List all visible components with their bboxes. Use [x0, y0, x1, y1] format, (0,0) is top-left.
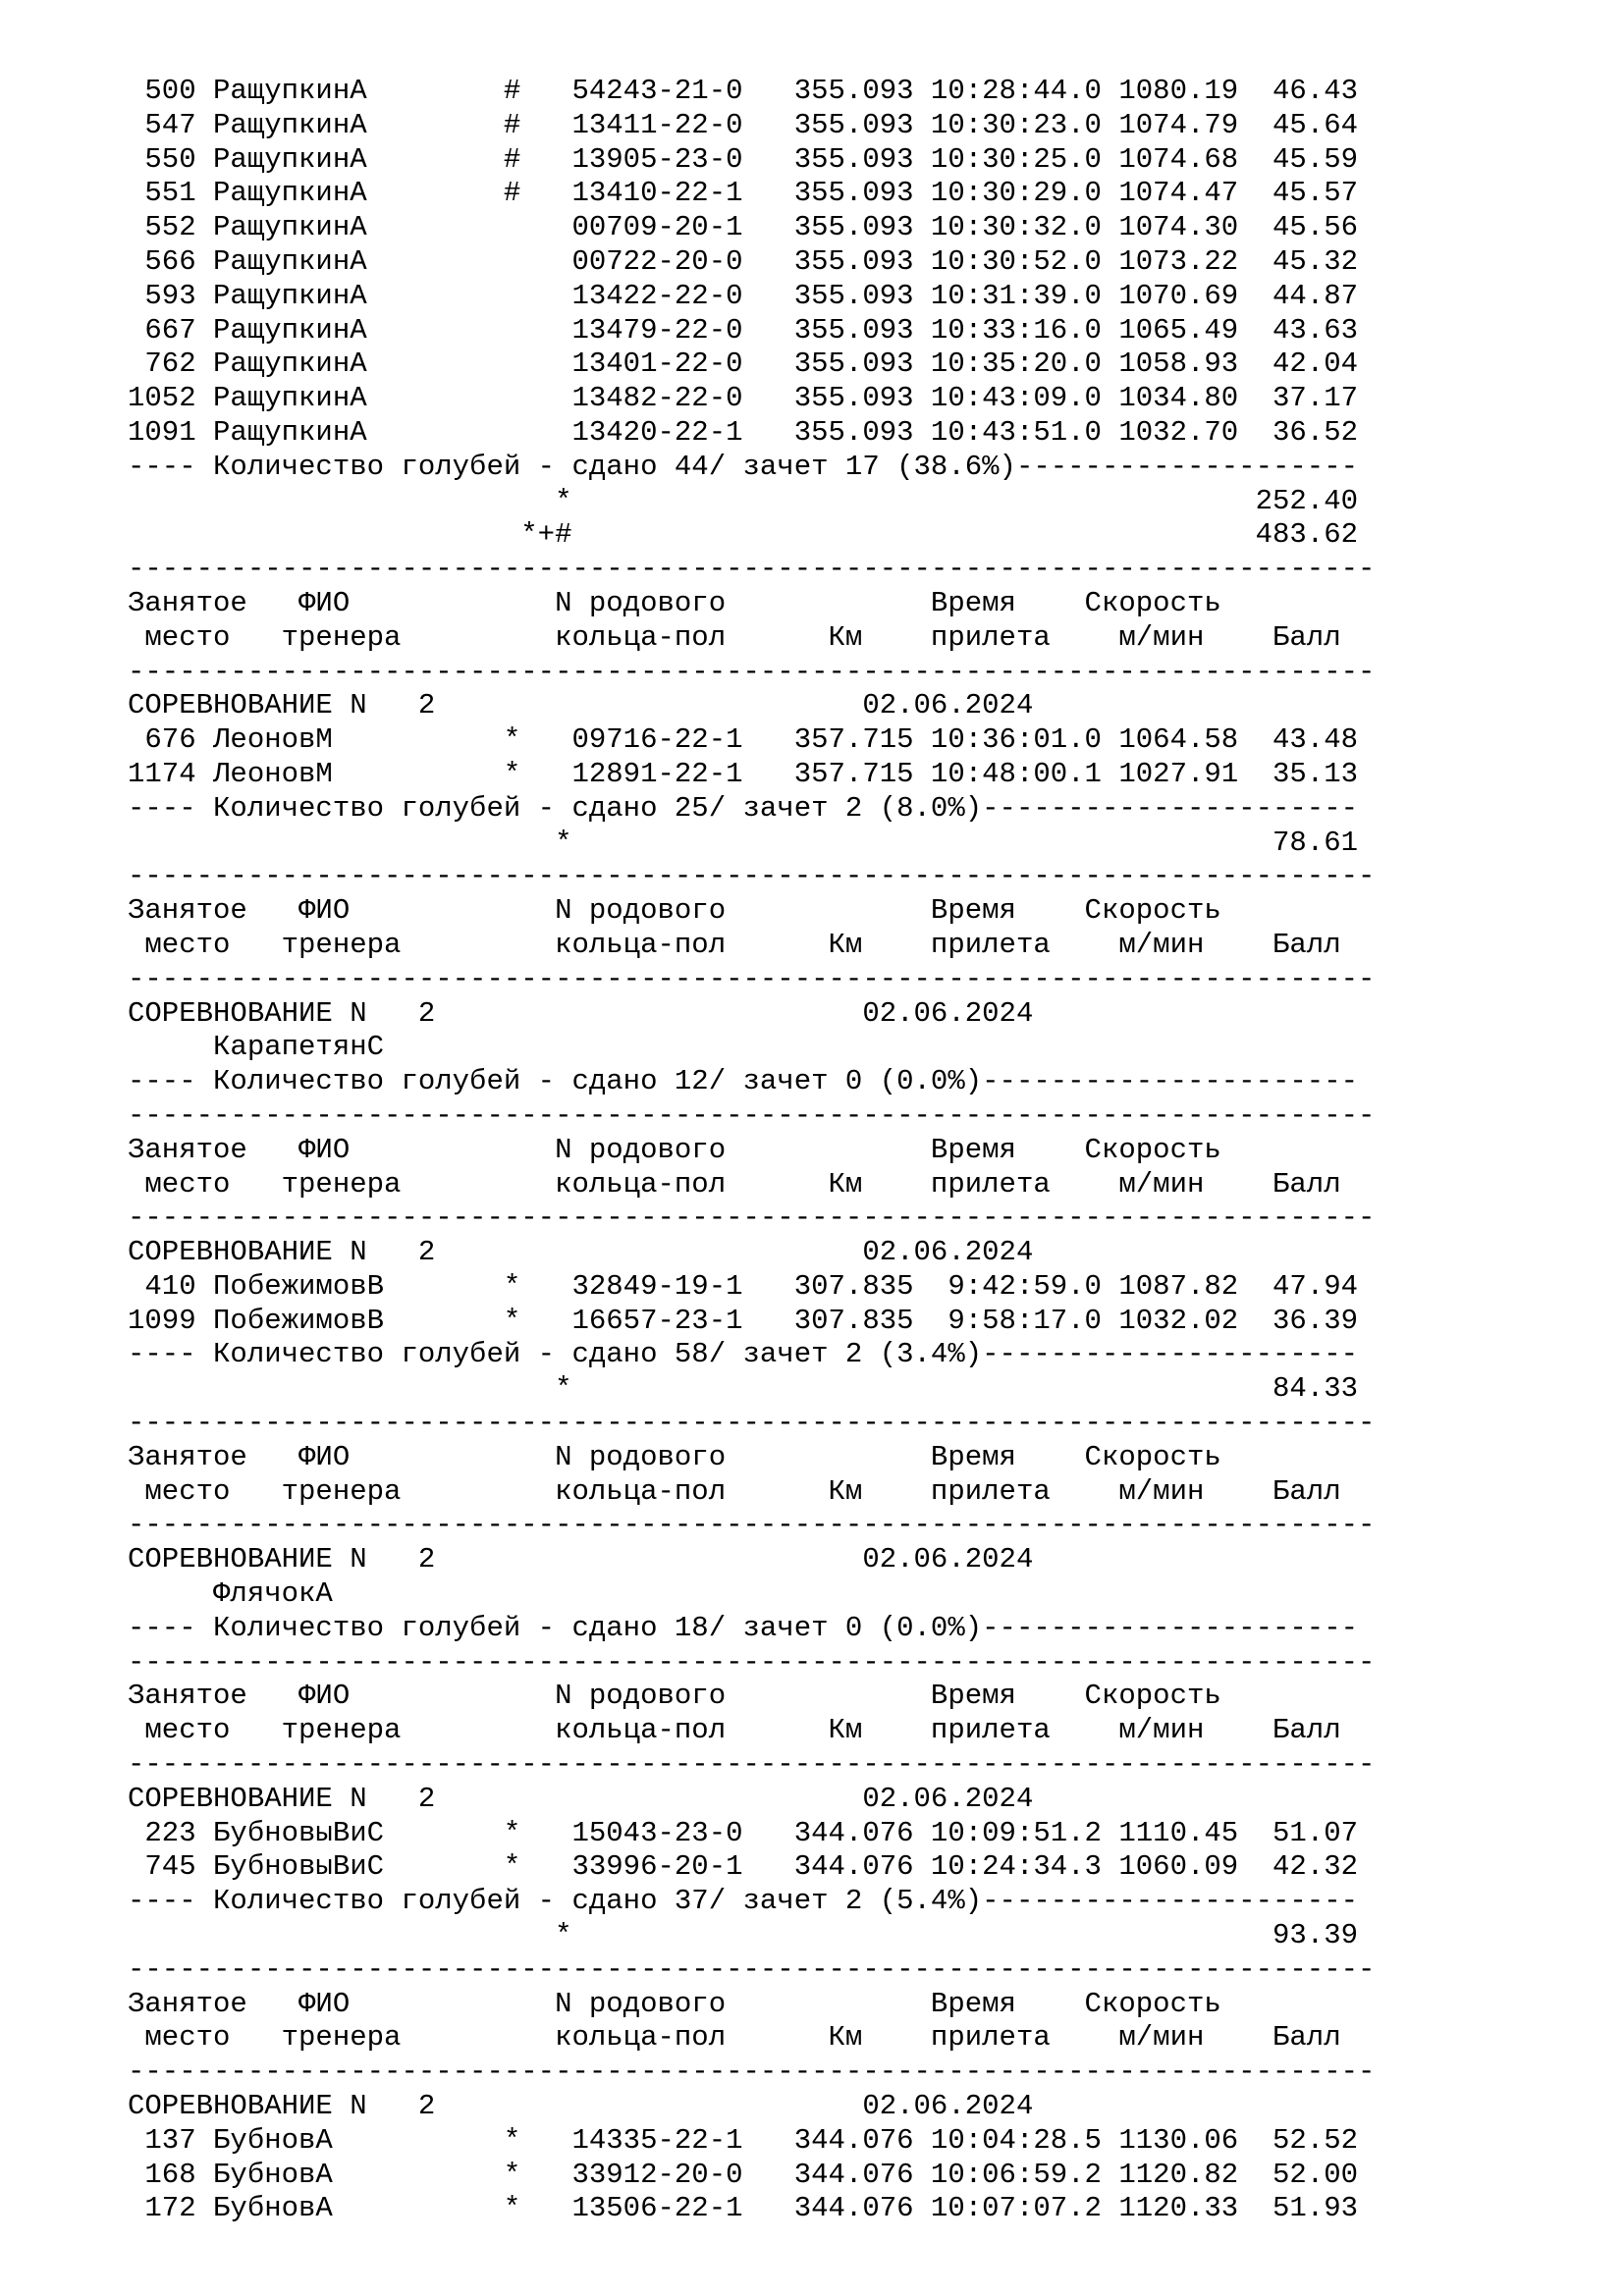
pigeon-count-summary: ---- Количество голубей - сдано 44/ зачет 17 (38.6%)-------------------- [128, 450, 1359, 483]
competition-heading: СОРЕВНОВАНИЕ N 2 02.06.2024 [128, 1543, 1034, 1576]
result-row: 223 БубновыВиС * 15043-23-0 344.076 10:09:51.2 1110.45 51.07 [128, 1816, 1359, 1849]
separator-line: ------------------------------------------------------------------------- [128, 1407, 1376, 1440]
competition-heading: СОРЕВНОВАНИЕ N 2 02.06.2024 [128, 689, 1034, 722]
column-header-row-2: место тренера кольца-пол Км прилета м/мин Балл [128, 1167, 1341, 1201]
separator-line: ------------------------------------------------------------------------- [128, 655, 1376, 688]
column-header-row-2: место тренера кольца-пол Км прилета м/мин Балл [128, 1714, 1341, 1747]
result-row: 1052 РащупкинА 13482-22-0 355.093 10:43:09.0 1034.80 37.17 [128, 382, 1359, 415]
separator-line: ------------------------------------------------------------------------- [128, 1952, 1376, 1986]
column-header-row-2: место тренера кольца-пол Км прилета м/мин Балл [128, 1474, 1341, 1508]
participant-name: КарапетянС [128, 1031, 385, 1064]
result-row: 500 РащупкинА # 54243-21-0 355.093 10:28:44.0 1080.19 46.43 [128, 75, 1359, 107]
column-header-row-1: Занятое ФИО N родового Время Скорость [128, 586, 1221, 619]
points-total: * 252.40 [128, 484, 1359, 517]
result-row: 551 РащупкинА # 13410-22-1 355.093 10:30:29.0 1074.47 45.57 [128, 177, 1359, 210]
column-header-row-1: Занятое ФИО N родового Время Скорость [128, 1440, 1221, 1473]
result-row: 137 БубновА * 14335-22-1 344.076 10:04:28.5 1130.06 52.52 [128, 2123, 1359, 2157]
column-header-row-1: Занятое ФИО N родового Время Скорость [128, 1133, 1221, 1166]
result-row: 552 РащупкинА 00709-20-1 355.093 10:30:32.0 1074.30 45.56 [128, 211, 1359, 244]
result-row: 676 ЛеоновМ * 09716-22-1 357.715 10:36:01.0 1064.58 43.48 [128, 723, 1359, 757]
result-row: 745 БубновыВиС * 33996-20-1 344.076 10:24:34.3 1060.09 42.32 [128, 1850, 1359, 1884]
column-header-row-1: Занятое ФИО N родового Время Скорость [128, 1680, 1221, 1713]
points-total: * 84.33 [128, 1372, 1359, 1406]
column-header-row-2: место тренера кольца-пол Км прилета м/мин Балл [128, 2021, 1341, 2055]
result-row: 547 РащупкинА # 13411-22-0 355.093 10:30:23.0 1074.79 45.64 [128, 108, 1359, 141]
result-row: 172 БубновА * 13506-22-1 344.076 10:07:07.2 1120.33 51.93 [128, 2192, 1359, 2225]
results-report [128, 75, 1375, 2226]
separator-line: ------------------------------------------------------------------------- [128, 553, 1376, 586]
competition-heading: СОРЕВНОВАНИЕ N 2 02.06.2024 [128, 996, 1034, 1030]
competition-heading: СОРЕВНОВАНИЕ N 2 02.06.2024 [128, 1236, 1034, 1269]
points-total: * 78.61 [128, 826, 1359, 859]
points-total: * 93.39 [128, 1919, 1359, 1952]
pigeon-count-summary: ---- Количество голубей - сдано 25/ зачет 2 (8.0%)---------------------- [128, 791, 1359, 825]
separator-line: ------------------------------------------------------------------------- [128, 1201, 1376, 1235]
separator-line: ------------------------------------------------------------------------- [128, 1748, 1376, 1782]
competition-heading: СОРЕВНОВАНИЕ N 2 02.06.2024 [128, 1782, 1034, 1815]
column-header-row-2: место тренера кольца-пол Км прилета м/мин Балл [128, 928, 1341, 961]
points-total: *+# 483.62 [128, 518, 1359, 552]
separator-line: ------------------------------------------------------------------------- [128, 962, 1376, 995]
separator-line: ------------------------------------------------------------------------- [128, 1509, 1376, 1542]
result-row: 410 ПобежимовВ * 32849-19-1 307.835 9:42:59.0 1087.82 47.94 [128, 1269, 1359, 1303]
separator-line: ------------------------------------------------------------------------- [128, 2056, 1376, 2089]
separator-line: ------------------------------------------------------------------------- [128, 1098, 1376, 1132]
separator-line: ------------------------------------------------------------------------- [128, 1645, 1376, 1679]
participant-name: ФлячокА [128, 1577, 333, 1611]
competition-heading: СОРЕВНОВАНИЕ N 2 02.06.2024 [128, 2090, 1034, 2123]
result-row: 566 РащупкинА 00722-20-0 355.093 10:30:52.0 1073.22 45.32 [128, 244, 1359, 278]
column-header-row-2: место тренера кольца-пол Км прилета м/мин Балл [128, 620, 1341, 654]
pigeon-count-summary: ---- Количество голубей - сдано 12/ зачет 0 (0.0%)---------------------- [128, 1065, 1359, 1098]
result-row: 1174 ЛеоновМ * 12891-22-1 357.715 10:48:00.1 1027.91 35.13 [128, 757, 1359, 790]
result-row: 593 РащупкинА 13422-22-0 355.093 10:31:39.0 1070.69 44.87 [128, 279, 1359, 312]
column-header-row-1: Занятое ФИО N родового Время Скорость [128, 1987, 1221, 2020]
result-row: 550 РащупкинА # 13905-23-0 355.093 10:30:25.0 1074.68 45.59 [128, 142, 1359, 176]
result-row: 168 БубновА * 33912-20-0 344.076 10:06:59.2 1120.82 52.00 [128, 2158, 1359, 2191]
result-row: 762 РащупкинА 13401-22-0 355.093 10:35:20.0 1058.93 42.04 [128, 347, 1359, 381]
pigeon-count-summary: ---- Количество голубей - сдано 37/ зачет 2 (5.4%)---------------------- [128, 1885, 1359, 1918]
separator-line: ------------------------------------------------------------------------- [128, 860, 1376, 893]
result-row: 667 РащупкинА 13479-22-0 355.093 10:33:16.0 1065.49 43.63 [128, 313, 1359, 347]
pigeon-count-summary: ---- Количество голубей - сдано 18/ зачет 0 (0.0%)---------------------- [128, 1611, 1359, 1644]
result-row: 1091 РащупкинА 13420-22-1 355.093 10:43:51.0 1032.70 36.52 [128, 415, 1359, 449]
result-row: 1099 ПобежимовВ * 16657-23-1 307.835 9:58:17.0 1032.02 36.39 [128, 1304, 1359, 1337]
column-header-row-1: Занятое ФИО N родового Время Скорость [128, 894, 1221, 928]
pigeon-count-summary: ---- Количество голубей - сдано 58/ зачет 2 (3.4%)---------------------- [128, 1338, 1359, 1371]
